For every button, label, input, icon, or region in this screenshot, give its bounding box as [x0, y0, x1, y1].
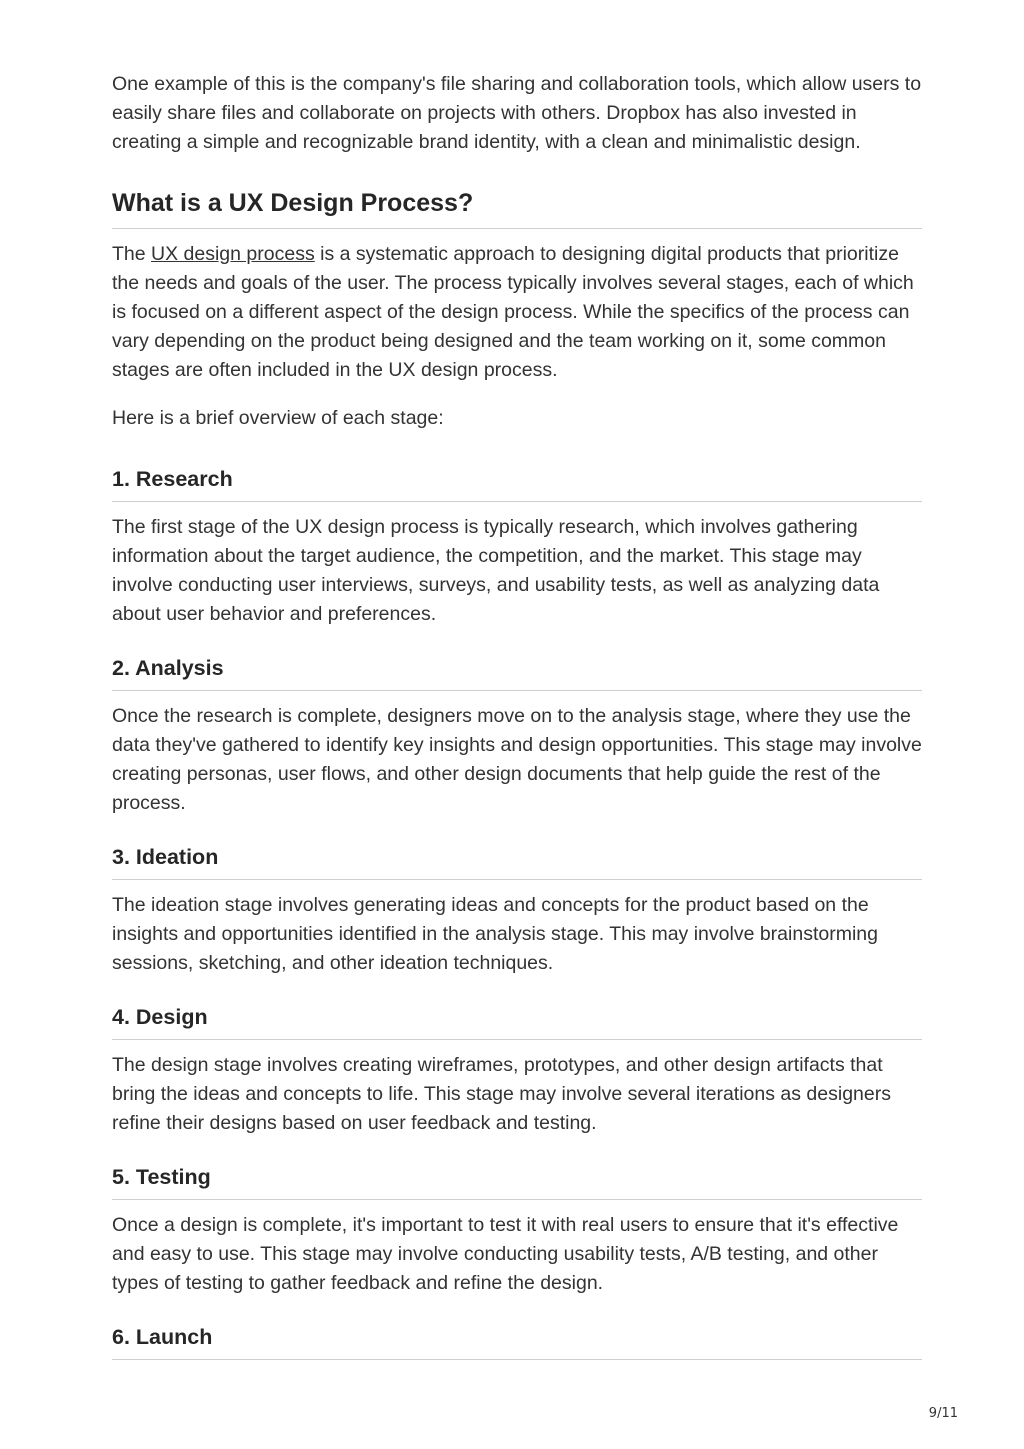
stage-research	[112, 465, 922, 629]
ux-design-process-link[interactable]: UX design process	[151, 243, 315, 265]
stage-testing-heading: 5. Testing	[112, 1163, 922, 1200]
stage-launch	[112, 1323, 922, 1360]
stage-design	[112, 1003, 922, 1138]
ux-process-text-before: The	[112, 243, 152, 265]
ux-process-text-after: is a systematic approach to designing digital products that prioritize the needs and goals of the user. The process typically involves several stages, each of which is focused on a different aspect of the design process. While the specifics of the process can vary depending on the product being designed and the team working on it, some common stages are often included in the UX design process.	[112, 243, 914, 381]
stage-analysis-text: Once the research is complete, designers move on to the analysis stage, where they use the data they've gathered to identify key insights and design opportunities. This stage may involve creating personas, user flows, and other design documents that help guide the rest of the process.	[112, 705, 922, 814]
stage-research-text: The first stage of the UX design process is typically research, which involves gathering information about the target audience, the competition, and the market. This stage may involve conducting user interviews, surveys, and usability tests, as well as analyzing data about user behavior and preferences.	[112, 516, 880, 625]
stage-launch-heading: 6. Launch	[112, 1323, 922, 1360]
ux-process-paragraph	[112, 240, 922, 385]
stage-design-heading: 4. Design	[112, 1003, 922, 1040]
page-number: 9/11	[928, 1406, 958, 1421]
stage-testing	[112, 1163, 922, 1298]
intro-paragraph: One example of this is the company's file sharing and collaboration tools, which allow users to easily share files and collaborate on projects with others. Dropbox has also invested in creating a simple and recognizable brand identity, with a clean and minimalistic design.	[112, 73, 922, 153]
ux-process-heading: What is a UX Design Process?	[112, 187, 922, 229]
stage-analysis-heading: 2. Analysis	[112, 654, 922, 691]
stage-testing-text: Once a design is complete, it's important to test it with real users to ensure that it's effective and easy to use. This stage may involve conducting usability tests, A/B testing, and other types of testing to gather feedback and refine the design.	[112, 1214, 899, 1294]
stage-design-text: The design stage involves creating wireframes, prototypes, and other design artifacts that bring the ideas and concepts to life. This stage may involve several iterations as designers refine their designs based on user feedback and testing.	[112, 1054, 891, 1134]
stage-analysis	[112, 654, 922, 818]
document-page	[112, 70, 922, 1385]
stage-ideation-text: The ideation stage involves generating ideas and concepts for the product based on the insights and opportunities identified in the analysis stage. This may involve brainstorming sessions, sketching, and other ideation techniques.	[112, 894, 878, 974]
overview-intro-paragraph: Here is a brief overview of each stage:	[112, 407, 444, 429]
stage-ideation-heading: 3. Ideation	[112, 843, 922, 880]
stage-research-heading: 1. Research	[112, 465, 922, 502]
stage-ideation	[112, 843, 922, 978]
